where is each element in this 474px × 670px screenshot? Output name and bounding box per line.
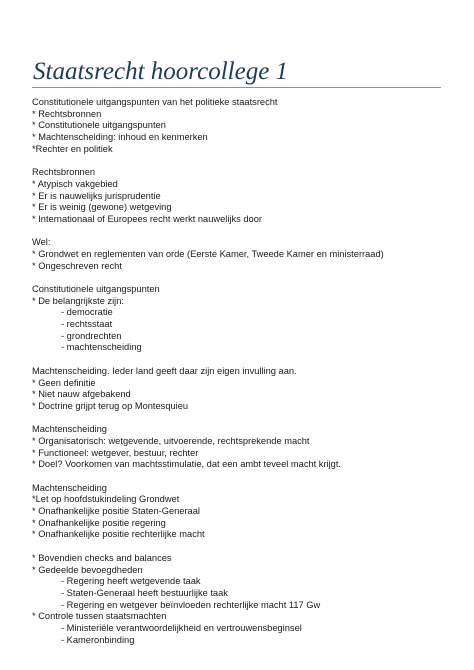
text-line: * Er is weinig (gewone) wetgeving	[32, 202, 172, 213]
text-line: * Ongeschreven recht	[32, 260, 122, 271]
sub-list-item: - rechtsstaat	[61, 319, 113, 330]
sub-list-item: - democratie	[61, 307, 113, 318]
sub-list-item: - grondrechten	[61, 330, 122, 341]
text-line: * Organisatorisch: wetgevende, uitvoerende, rechtsprekende macht	[32, 435, 310, 446]
paragraph-gap	[32, 471, 442, 483]
text-line: Machtenscheiding. Ieder land geeft daar zijn eigen invulling aan.	[32, 365, 297, 376]
paragraph-gap	[32, 413, 442, 425]
text-line: * Bovendien checks and balances	[32, 552, 172, 563]
sub-list-item: - Staten-Generaal heeft bestuurlijke taak	[61, 587, 228, 598]
text-line: Constitutionele uitgangspunten	[32, 284, 160, 294]
text-line: * Onafhankelijke positie regering	[32, 517, 166, 528]
text-line: Wel:	[32, 237, 51, 248]
text-line: * Constitutionele uitgangspunten	[32, 120, 166, 131]
section-block	[32, 97, 442, 155]
section-block	[32, 167, 442, 225]
text-line: * Grondwet en reglementen van orde (Eerste Kamer, Tweede Kamer en ministerraad)	[32, 248, 384, 259]
text-line: * Onafhankelijke positie rechterlijke macht	[32, 529, 205, 540]
text-line: * Doel? Voorkomen van machtsstimulatie, dat een ambt teveel macht krijgt.	[32, 459, 342, 470]
section-block	[32, 483, 442, 541]
text-line: * Gedeelde bevoegdheden	[32, 564, 143, 575]
text-line: * Atypisch vakgebied	[32, 178, 118, 189]
text-line: Machtenscheiding	[32, 482, 107, 493]
text-line: Constitutionele uitgangspunten van het politieke staatsrecht	[32, 97, 278, 107]
text-line: *Rechter en politiek	[32, 143, 113, 154]
document-title: Staatsrecht hoorcollege 1	[33, 58, 289, 85]
section-block	[32, 237, 442, 272]
text-line: * Geen definitie	[32, 377, 96, 388]
text-line: * De belangrijkste zijn:	[32, 295, 124, 306]
sub-list-item: - Regering heeft wetgevende taak	[61, 576, 201, 587]
sub-list-item: - machtenscheiding	[61, 342, 142, 353]
section-block	[32, 424, 442, 471]
text-line: * Rechtsbronnen	[32, 108, 102, 119]
sub-list-item: - Ministeriële verantwoordelijkheid en vertrouwensbeginsel	[61, 622, 302, 633]
text-line: * Onafhankelijke positie Staten-Generaal	[32, 506, 200, 517]
text-line: Rechtsbronnen	[32, 167, 96, 178]
text-line: * Niet nauw afgebakend	[32, 389, 131, 400]
text-line: *Let op hoofdstukindeling Grondwet	[32, 494, 180, 505]
paragraph-gap	[32, 354, 442, 366]
title-underline	[32, 87, 441, 88]
text-line: * Internationaal of Europees recht werkt nauwelijks door	[32, 213, 262, 224]
text-line: * Doctrine grijpt terug op Montesquieu	[32, 400, 189, 411]
text-line: Machtenscheiding	[32, 424, 107, 435]
text-line: * Controle tussen staatsmachten	[32, 611, 167, 622]
document-body	[32, 97, 442, 646]
section-block	[32, 284, 442, 354]
section-block	[32, 366, 442, 413]
section-block	[32, 553, 442, 647]
text-line: * Machtenscheiding: inhoud en kenmerken	[32, 132, 208, 143]
paragraph-gap	[32, 155, 442, 167]
paragraph-gap	[32, 541, 442, 553]
sub-list-item: - Regering en wetgever beïnvloeden rechterlijke macht 117 Gw	[61, 599, 321, 610]
sub-list-item: - Kameronbinding	[61, 634, 135, 645]
text-line: * Er is nauwelijks jurisprudentie	[32, 190, 161, 201]
text-line: * Functioneel: wetgever, bestuur, rechter	[32, 447, 199, 458]
paragraph-gap	[32, 272, 442, 284]
paragraph-gap	[32, 226, 442, 238]
